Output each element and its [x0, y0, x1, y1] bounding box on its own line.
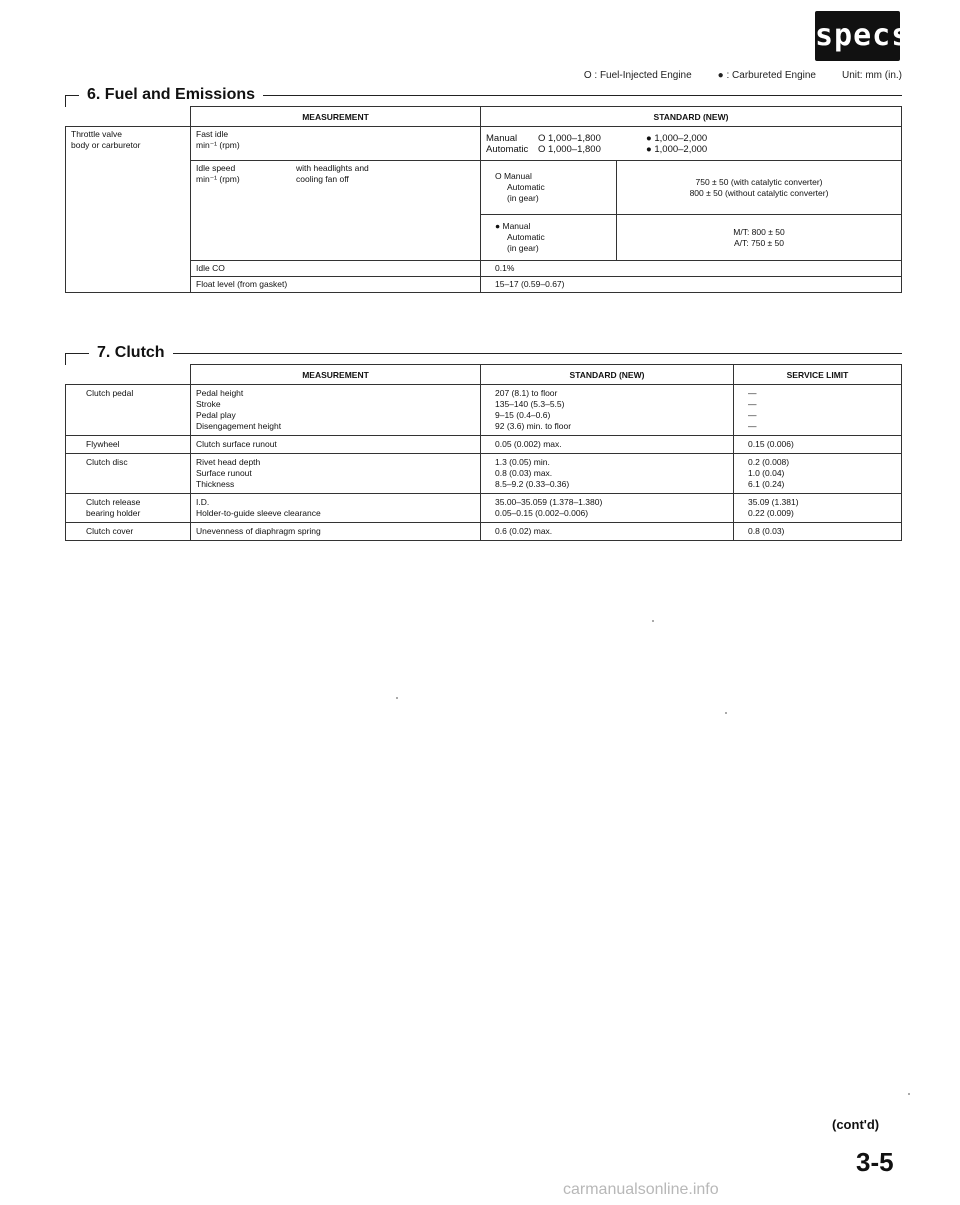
idle-speed-measurement: Idle speed with headlights and min⁻¹ (rpm) cooling fan off [191, 161, 481, 261]
clutch-measurement-cell [191, 436, 481, 454]
cell-line: 92 (3.6) min. to floor [495, 421, 572, 431]
cell-line: 207 (8.1) to floor [495, 388, 558, 398]
cell-line: — [748, 421, 757, 431]
header-standard: STANDARD (NEW) [481, 365, 734, 385]
cell-line: Rivet head depth [196, 457, 261, 467]
cell-line: — [748, 388, 757, 398]
clutch-service-cell [734, 494, 902, 523]
clutch-service-cell [734, 454, 902, 494]
cell-line: Pedal height [196, 388, 244, 398]
cell-line: 1.0 (0.04) [748, 468, 785, 478]
clutch-measurement-cell [191, 454, 481, 494]
clutch-service-cell [734, 385, 902, 436]
legend [584, 70, 902, 81]
cell-line: 0.8 (0.03) max. [495, 468, 553, 478]
cell-line: bearing holder [86, 508, 141, 518]
table-row [66, 523, 902, 541]
clutch-table [65, 364, 902, 541]
cell-line: 6.1 (0.24) [748, 479, 785, 489]
clutch-service-cell [734, 523, 902, 541]
table-row [66, 494, 902, 523]
blank-header [66, 365, 191, 385]
cell-line: Clutch release [86, 497, 141, 507]
specs-badge: specs [815, 11, 900, 61]
cell-line: — [748, 410, 757, 420]
cell-line: Stroke [196, 399, 221, 409]
idle-co-value: 0.1% [481, 261, 902, 277]
section-title-fuel: 6. Fuel and Emissions [79, 84, 263, 106]
cell-line: Surface runout [196, 468, 252, 478]
clutch-component-cell [66, 454, 191, 494]
clutch-component-cell [66, 494, 191, 523]
idle-carb-values: M/T: 800 ± 50 A/T: 750 ± 50 [617, 215, 902, 261]
cell-line: Clutch surface runout [196, 439, 277, 449]
table-row [66, 385, 902, 436]
clutch-measurement-cell [191, 523, 481, 541]
table-row [66, 436, 902, 454]
cell-line: Clutch disc [86, 457, 128, 467]
cell-line: 135–140 (5.3–5.5) [495, 399, 565, 409]
section-title-clutch: 7. Clutch [89, 342, 173, 364]
header-standard: STANDARD (NEW) [481, 107, 902, 127]
page-number: 3-5 [856, 1147, 894, 1177]
fast-idle-standard: Manual O 1,000–1,800 ● 1,000–2,000 Automatic O 1,000–1,800 ● 1,000–2,000 [481, 127, 902, 161]
table-row [66, 454, 902, 494]
cell-line: Clutch pedal [86, 388, 134, 398]
clutch-standard-cell [481, 523, 734, 541]
legend-fuel-injected: O : Fuel-Injected Engine [583, 70, 692, 81]
clutch-service-cell [734, 436, 902, 454]
cell-line: Thickness [196, 479, 235, 489]
clutch-measurement-cell [191, 385, 481, 436]
cell-line: 0.22 (0.009) [748, 508, 794, 518]
legend-unit: Unit: mm (in.) [842, 70, 902, 81]
clutch-component-cell [66, 436, 191, 454]
header-service-limit: SERVICE LIMIT [734, 365, 902, 385]
cell-line: 35.09 (1.381) [748, 497, 799, 507]
cell-line: 35.00–35.059 (1.378–1.380) [495, 497, 603, 507]
cell-line: 0.6 (0.02) max. [495, 526, 553, 536]
cell-line: 0.05 (0.002) max. [495, 439, 562, 449]
clutch-standard-cell [481, 385, 734, 436]
component-throttle: Throttle valve body or carburetor [66, 127, 191, 293]
cell-line: 1.3 (0.05) min. [495, 457, 550, 467]
float-measurement: Float level (from gasket) [191, 277, 481, 293]
cell-line: 0.2 (0.008) [748, 457, 790, 467]
legend-carbureted: ● : Carbureted Engine [717, 70, 816, 81]
cell-line: 0.8 (0.03) [748, 526, 785, 536]
cell-line: — [748, 399, 757, 409]
cell-line: 0.15 (0.006) [748, 439, 794, 449]
clutch-component-cell [66, 523, 191, 541]
cell-line: Flywheel [86, 439, 120, 449]
clutch-component-cell [66, 385, 191, 436]
header-measurement: MEASUREMENT [191, 365, 481, 385]
idle-carb-condition: ● Manual Automatic (in gear) [481, 215, 617, 261]
watermark: carmanualsonline.info [563, 1181, 719, 1198]
idle-co-measurement: Idle CO [191, 261, 481, 277]
clutch-standard-cell [481, 454, 734, 494]
fuel-table [65, 106, 902, 316]
cell-line: I.D. [196, 497, 210, 507]
cell-line: 8.5–9.2 (0.33–0.36) [495, 479, 570, 489]
clutch-standard-cell [481, 494, 734, 523]
cell-line: Clutch cover [86, 526, 134, 536]
cell-line: Pedal play [196, 410, 236, 420]
idle-fi-values: 750 ± 50 (with catalytic converter) 800 ± 50 (without catalytic converter) [617, 161, 902, 215]
clutch-standard-cell [481, 436, 734, 454]
idle-fi-condition: O Manual Automatic (in gear) [481, 161, 617, 215]
cell-line: 9–15 (0.4–0.6) [495, 410, 551, 420]
blank-header [66, 107, 191, 127]
continued-label: (cont'd) [832, 1117, 880, 1132]
cell-line: Unevenness of diaphragm spring [196, 526, 321, 536]
float-value: 15–17 (0.59–0.67) [481, 277, 902, 293]
cell-line: Holder-to-guide sleeve clearance [196, 508, 321, 518]
header-measurement: MEASUREMENT [191, 107, 481, 127]
cell-line: 0.05–0.15 (0.002–0.006) [495, 508, 589, 518]
fast-idle-measurement: Fast idle min⁻¹ (rpm) [191, 127, 481, 161]
cell-line: Disengagement height [196, 421, 282, 431]
clutch-measurement-cell [191, 494, 481, 523]
